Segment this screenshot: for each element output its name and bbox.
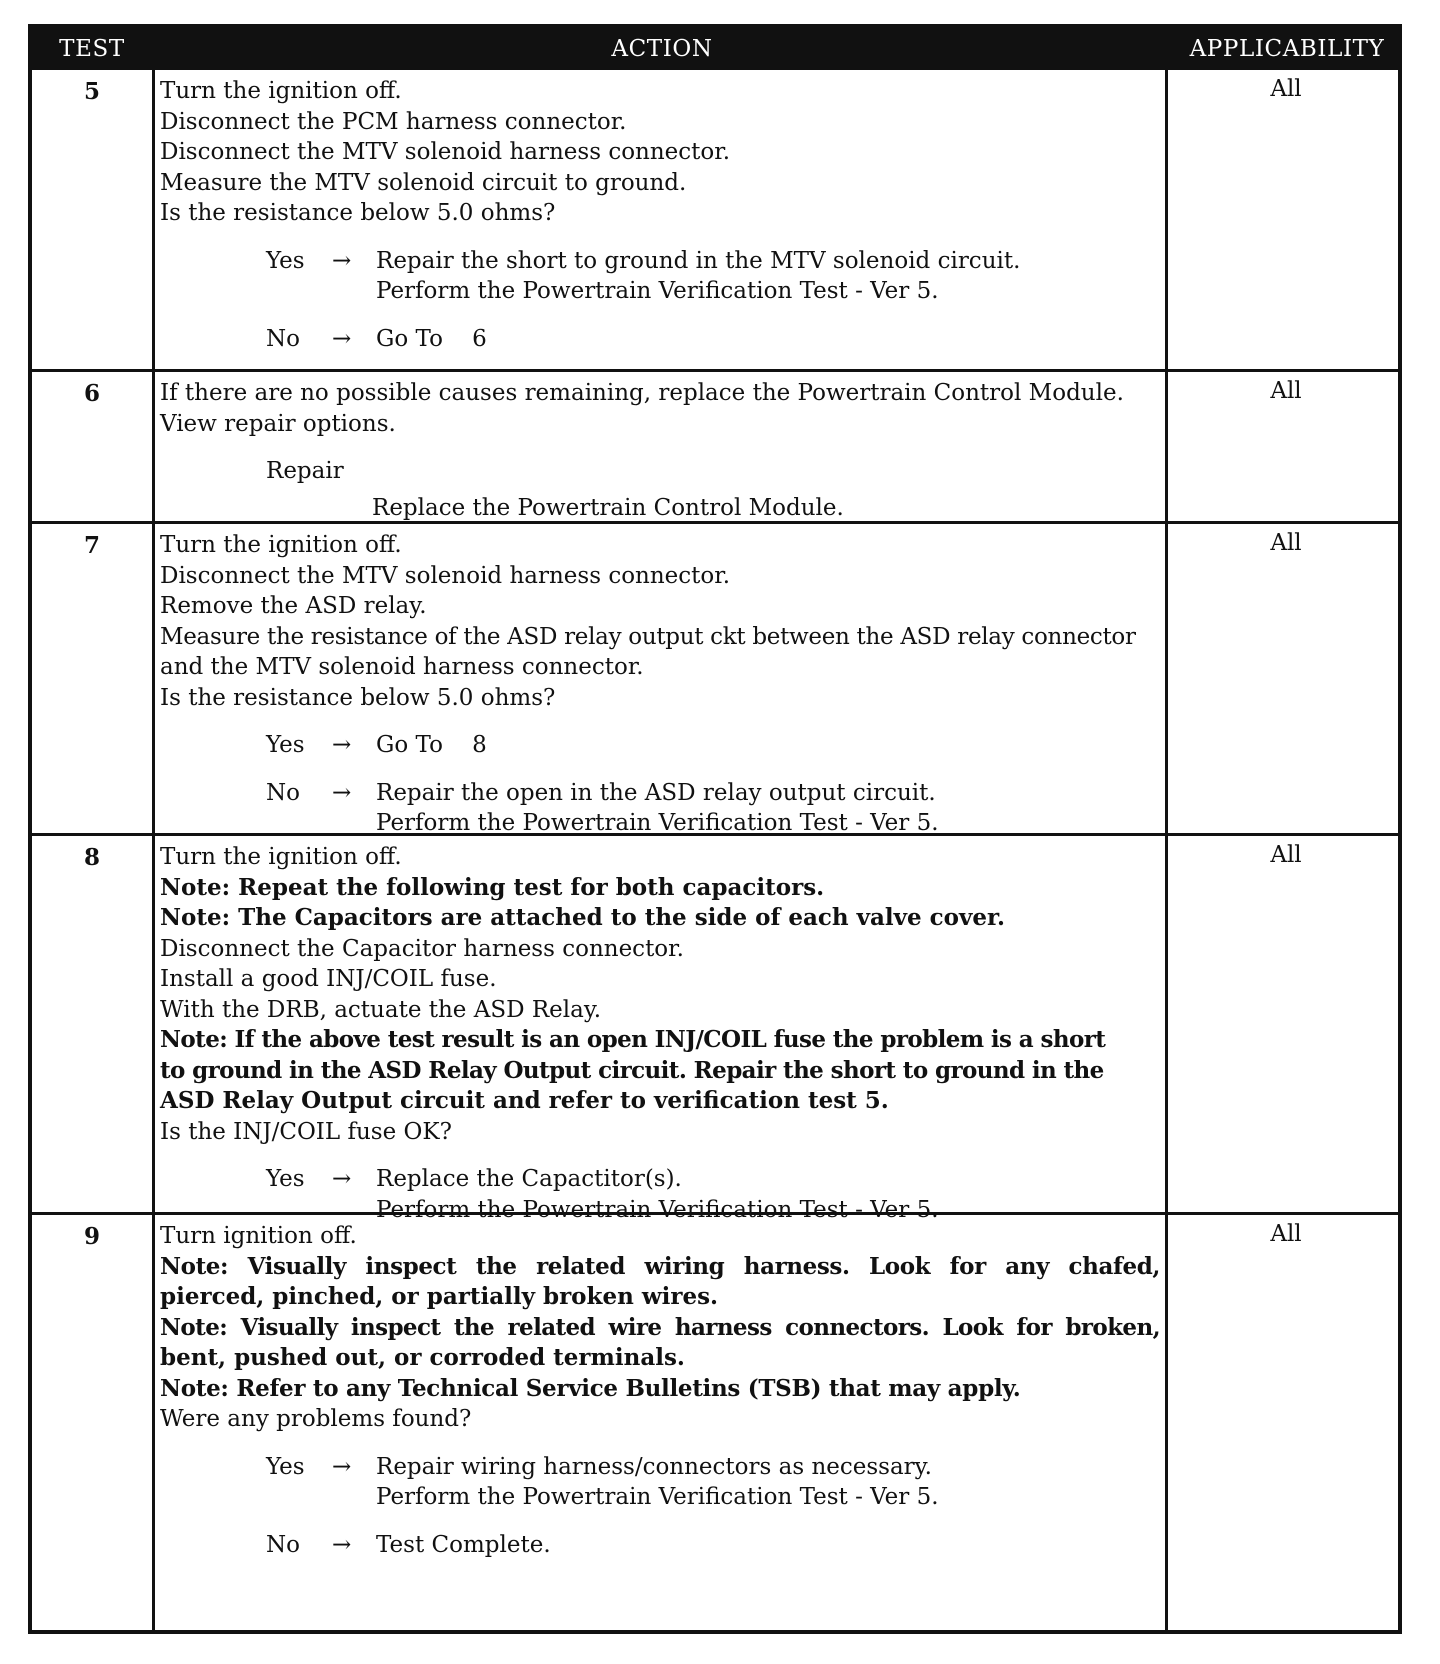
no-text: Test Complete. [376,1531,551,1558]
action-line: Measure the MTV solenoid circuit to ground. [160,169,687,196]
arrow-icon: → [332,1453,352,1480]
no-label: No [266,779,300,806]
yes-text: Repair wiring harness/connectors as necessary. [376,1453,932,1480]
action-line: Disconnect the MTV solenoid harness connector. [160,562,731,589]
action-line: Install a good INJ/COIL fuse. [160,966,497,992]
action-line: Is the resistance below 5.0 ohms? [160,684,556,711]
note-line: Note: The Capacitors are attached to the side of each valve cover. [160,904,1005,931]
action-line: Turn the ignition off. [160,78,402,104]
note-line: Note: If the above test result is an open INJ/COIL fuse the problem is a short [160,1026,1106,1053]
arrow-icon: → [332,1531,352,1558]
yes-label: Yes [266,1166,305,1192]
no-text-cont: Perform the Powertrain Verification Test - Ver 5. [376,810,939,836]
arrow-icon: → [332,325,352,352]
test-number-8: 8 [83,844,100,871]
repair-label: Repair [266,458,344,484]
yes-response [266,730,1160,761]
applicability-8: All [1270,842,1302,868]
yes-text: Go To 8 [376,732,487,758]
row-divider [32,369,1398,372]
column-divider [1165,68,1168,1634]
repair-text: Replace the Powertrain Control Module. [372,494,844,521]
yes-response [266,1164,1160,1195]
note-line: Note: Repeat the following test for both capacitors. [160,873,825,901]
action-line: and the MTV solenoid harness connector. [160,654,644,680]
yes-text-cont: Perform the Powertrain Verification Test - Ver 5. [376,1196,939,1223]
test-number-6: 6 [83,380,100,407]
action-line: Measure the resistance of the ASD relay output ckt between the ASD relay connector [160,623,1136,650]
header-action: ACTION [611,36,713,62]
no-response [266,778,1160,809]
action-line: Is the INJ/COIL fuse OK? [160,1118,452,1145]
header-test: TEST [59,36,125,62]
applicability-5: All [1270,76,1302,102]
action-cell-8 [160,842,1160,1225]
action-line: Turn the ignition off. [160,844,402,870]
test-number-7: 7 [83,532,100,559]
action-line: Remove the ASD relay. [160,593,427,619]
yes-text: Repair the short to ground in the MTV solenoid circuit. [376,247,1021,274]
arrow-icon: → [332,1166,352,1192]
arrow-icon: → [332,732,352,758]
yes-response [266,1452,1160,1483]
action-line: If there are no possible causes remaining, replace the Powertrain Control Module. [160,380,1124,406]
note-line: ASD Relay Output circuit and refer to verification test 5. [160,1087,889,1114]
diagnostic-table [28,24,1402,1634]
applicability-9: All [1270,1221,1302,1247]
test-number-5: 5 [83,78,100,105]
action-line: Disconnect the PCM harness connector. [160,108,627,135]
yes-text: Replace the Capactitor(s). [376,1166,682,1192]
yes-label: Yes [266,732,305,758]
action-line: View repair options. [160,410,396,437]
yes-text-cont: Perform the Powertrain Verification Test - Ver 5. [376,1484,939,1510]
yes-label: Yes [266,1453,305,1480]
column-divider [152,68,155,1634]
note-line: bent, pushed out, or corroded terminals. [160,1344,685,1371]
no-text: Repair the open in the ASD relay output circuit. [376,779,936,806]
no-text: Go To 6 [376,325,487,352]
test-number-9: 9 [83,1223,100,1250]
yes-label: Yes [266,247,305,274]
note-line: pierced, pinched, or partially broken wires. [160,1283,719,1310]
action-line: Disconnect the Capacitor harness connector. [160,935,684,962]
action-line: With the DRB, actuate the ASD Relay. [160,996,602,1023]
applicability-7: All [1270,530,1302,556]
applicability-6: All [1270,378,1302,404]
header-applicability: APPLICABILITY [1189,36,1385,62]
action-line: Disconnect the MTV solenoid harness connector. [160,139,731,165]
action-line: Turn the ignition off. [160,532,402,558]
action-line: Is the resistance below 5.0 ohms? [160,200,556,226]
no-label: No [266,325,300,352]
action-cell-9 [160,1221,1160,1560]
no-label: No [266,1531,300,1558]
arrow-icon: → [332,779,352,806]
note-line: to ground in the ASD Relay Output circuit. Repair the short to ground in the [160,1056,1104,1084]
action-cell-5 [160,76,1160,354]
no-response [266,1530,1160,1561]
action-cell-6 [160,378,1160,523]
yes-text-cont: Perform the Powertrain Verification Test - Ver 5. [376,278,939,304]
action-cell-7 [160,530,1160,839]
note-line: Note: Visually inspect the related wire harness connectors. Look for broken, [160,1313,1160,1341]
arrow-icon: → [332,247,352,274]
no-response [266,324,1160,355]
action-line: Turn ignition off. [160,1223,357,1249]
note-line: Note: Visually inspect the related wiring harness. Look for any chafed, [160,1252,1160,1280]
table-header [32,28,1398,70]
yes-response [266,246,1160,277]
note-line: Note: Refer to any Technical Service Bulletins (TSB) that may apply. [160,1374,1021,1402]
action-line: Were any problems found? [160,1406,472,1432]
